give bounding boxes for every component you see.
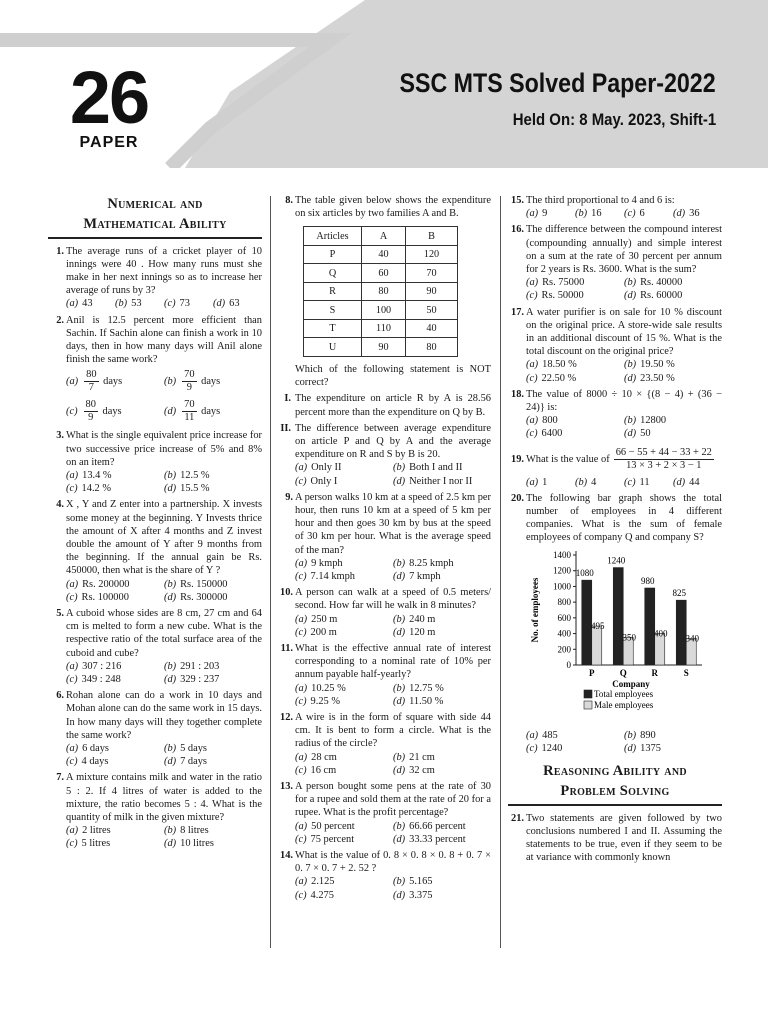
question-9: 9. A person walks 10 km at a speed of 2.5 km per hour, then runs 10 km at a speed of 5 km per hour and then goes 30 km by bus at the speed of 30 km per hour. What is the average speed of the man? (a) 9 kmph (b) 8.25 kmph (c) 7.14 kmph (d) 7 kmph <box>285 491 491 582</box>
question-text: The table given below shows the expenditure on six articles by two families A and B. <box>295 195 491 220</box>
option: 73 <box>179 298 190 310</box>
option: 50 percent <box>311 820 355 832</box>
data-label: 340 <box>685 632 699 643</box>
option: Only I <box>310 475 338 487</box>
paper-number: 26 <box>69 56 149 139</box>
x-tick-label: S <box>683 667 689 678</box>
option: Rs. 200000 <box>82 578 130 590</box>
question-text: What is the value of 0. 8 × 0. 8 × 0. 8 + 0. 7 × 0. 7 × 0. 7 + 2. 52 ? <box>295 850 491 875</box>
y-tick-label: 0 <box>566 659 571 670</box>
bar-Q-total <box>613 567 623 664</box>
question-text: The value of 8000 ÷ 10 × {(8 − 4) + (36 − 24)} is: <box>526 388 722 414</box>
question-text: The following bar graph shows the total number of employees in 4 different companies. What is the sum of female employees of company Q and company S? <box>526 492 722 544</box>
table-row: U 90 80 <box>304 338 458 357</box>
option: 9.25 % <box>310 695 340 707</box>
question-14: 14. What is the value of 0. 8 × 0. 8 × 0. 8 + 0. 7 × 0. 7 × 0. 7 + 2. 52 ? (a) 2.125 (b) 5.165 (c) 4.275 (d) 3.375 <box>280 850 491 901</box>
question-text: Anil is 12.5 percent more efficient than Sachin. If Sachin alone can finish a work in 10 days, then in how many days will Anil alone finish the same work? <box>66 314 262 366</box>
option: 4 <box>591 476 597 488</box>
x-tick-label: Q <box>619 667 627 678</box>
question-text: The third proportional to 4 and 6 is: <box>526 195 675 206</box>
x-tick-label: P <box>589 667 595 678</box>
question-8-ask: Which of the following statement is NOT correct? <box>295 363 491 389</box>
question-10: 10. A person can walk at a speed of 0.5 meters/ second. How far will he walk in 8 minutes? (a) 250 m (b) 240 m (c) 200 m (d) 120 m <box>280 587 491 638</box>
option: 43 <box>82 298 93 310</box>
option: 11.50 % <box>409 695 444 707</box>
question-text: X , Y and Z enter into a partnership. X invests some money at the beginning. Y Invests thrice the amount of X after 4 months and Z invest double the amount of Y after 9 months from the beginning. If the annual gain be Rs. 450000, then what is the share of Y ? <box>66 499 262 577</box>
section-rule <box>508 804 722 806</box>
question-text: What is the single equivalent price increase for two successive price increase of 5% and 8% on an item? <box>66 430 262 468</box>
option: 6400 <box>541 428 563 440</box>
option: 1240 <box>541 743 563 755</box>
option: 291 : 203 <box>180 660 220 672</box>
option: 16 <box>591 208 602 220</box>
question-16: 16. The difference between the compound interest (compounding annually) and simple interest on a sum at the rate of 30 percent per annum for 2 years is Rs. 3600. What is the sum? (a) Rs. 75000 (b) Rs. 40000 (c) Rs. 50000 (d) Rs. 60000 <box>511 224 722 302</box>
option: 16 cm <box>310 764 337 776</box>
option: Rs. 40000 <box>640 277 683 289</box>
legend-swatch <box>584 701 592 709</box>
table-row: Q 60 70 <box>304 264 458 283</box>
table-row: R 80 90 <box>304 282 458 301</box>
option: 307 : 216 <box>82 660 122 672</box>
option: 890 <box>640 729 656 741</box>
column-2 <box>277 194 491 905</box>
bar-R-total <box>645 588 655 665</box>
question-8-options: (a) Only II (b) Both I and II (c) Only I (d) Neither I nor II <box>295 462 473 487</box>
question-text: What is the value of <box>526 454 610 466</box>
x-tick-label: R <box>651 667 658 678</box>
option: 7 kmph <box>409 570 441 582</box>
option: 5.165 <box>409 876 433 888</box>
expenditure-table <box>303 226 458 357</box>
option: 8 litres <box>180 825 209 837</box>
question-3: 3. What is the single equivalent price increase for two successive price increase of 5% and 8% on an item? (a) 13.4 % (b) 12.5 % (c) 14.2 % (d) 15.5 % <box>56 430 262 495</box>
fraction: $\frac{66 - 55 + 44 - 33 + 22}{13 \times 3 + 2 \times 3 - 1}$ <box>615 447 712 472</box>
question-13: 13. A person bought some pens at the rate of 30 for a rupee and sold them at the rate of 20 for a rupee. What is the profit percentage? (a) 50 percent (b) 66.66 percent (c) 75 percent (d) 33.33 percent <box>280 781 491 845</box>
question-text: A person bought some pens at the rate of 30 for a rupee and sold them at the rate of 20 for a rupee. What is the profit percentage? <box>295 781 491 819</box>
option: 21 cm <box>409 751 435 763</box>
question-1: 1. The average runs of a cricket player of 10 innings were 40 . How many runs must she make in her next innings so as to increase her average of runs by 3? (a) 43 (b) 53 (c) 73 (d) 63 <box>56 245 262 310</box>
question-5: 5. A cuboid whose sides are 8 cm, 27 cm and 64 cm is melted to form a new cube. What is the respective ratio of the total surface area of the cuboid and cube? (a) 307 : 216 (b) 291 : 203 (c) 349 : 248 (d) 329 : 237 <box>56 607 262 685</box>
question-11: 11. What is the effective annual rate of interest corresponding to a nominal rate of 10% per annum payable half-yearly? (a) 10.25 % (b) 12.75 % (c) 9.25 % (d) 11.50 % <box>280 642 491 707</box>
option: Rs. 60000 <box>640 290 683 302</box>
question-2: 2. Anil is 12.5 percent more efficient than Sachin. If Sachin alone can finish a work in 10 days, then in how many days will Anil alone finish the same work? (a) $\frac{80}{7}$ days (b) $\frac{70}{9}$ days (c) $\frac{80}{9}$ days (d) $\frac{70}{11}$ days <box>56 314 262 423</box>
section-heading-reasoning: Reasoning Ability and Problem Solving <box>543 763 687 800</box>
question-text: A cuboid whose sides are 8 cm, 27 cm and 64 cm is melted to form a new cube. What is the respective ratio of the total surface area of the cuboid and cube? <box>66 607 262 659</box>
option: 200 m <box>310 626 337 638</box>
statement-2: II. The difference between average expenditure on article P and Q by A and the average expenditure on R and S by B is 20. <box>280 422 491 461</box>
question-21: 21. Two statements are given followed by two conclusions numbered I and II. Assuming the statements to be true, even if they seem to be at variance with commonly known <box>511 812 722 864</box>
question-8: 8. The table given below shows the expenditure on six articles by two families A and B. <box>285 195 491 220</box>
data-label: 980 <box>641 575 655 586</box>
fraction: $\frac{80}{7}$ <box>86 368 97 393</box>
option: 50 <box>640 428 651 440</box>
option: 19.50 % <box>640 359 675 371</box>
question-17: 17. A water purifier is on sale for 10 % discount on the original price. A store-wide sale results in an additional discount of 15 %. What is the total discount on the original price? (a) 18.50 % (b) 19.50 % (c) 22.50 % (d) 23.50 % <box>511 306 722 384</box>
question-19: 19. What is the value of $\frac{66 - 55 + 44 - 33 + 22}{13 \times 3 + 2 \times 3 - 1}$ (a) 1 (b) 4 (c) 11 (d) 44 <box>511 447 712 488</box>
option: 485 <box>542 729 558 741</box>
y-tick-label: 400 <box>557 628 571 639</box>
question-15: 15. The third proportional to 4 and 6 is: (a) 9 (b) 16 (c) 6 (d) 36 <box>508 194 722 220</box>
option: 3.375 <box>409 889 433 901</box>
data-label: 350 <box>622 632 636 643</box>
option: 6 days <box>82 743 109 754</box>
option: 2.125 <box>311 876 335 888</box>
fraction: $\frac{80}{9}$ <box>85 398 96 423</box>
question-text: A wire is in the form of square with side 44 cm. It is bent to form a circle. What is the radius of the circle? <box>295 711 491 750</box>
column-divider-1 <box>270 196 271 948</box>
option: 14.2 % <box>81 483 111 495</box>
option: 12.75 % <box>409 682 444 694</box>
option: 53 <box>131 298 142 310</box>
option: 9 kmph <box>311 557 343 569</box>
section-rule <box>48 237 262 239</box>
question-text: A water purifier is on sale for 10 % discount on the original price. A store-wide sale results in an additional discount of 15 %. What is the total discount on the original price? <box>526 306 722 358</box>
option: 13.4 % <box>82 469 112 481</box>
y-tick-label: 1200 <box>553 565 571 576</box>
option: 250 m <box>311 613 338 625</box>
table-row: S 100 50 <box>304 301 458 320</box>
table-header: A <box>362 227 406 246</box>
question-text: Rohan alone can do a work in 10 days and Mohan alone can do the same work in 15 days. In how many days will they together complete the same work? <box>66 690 262 741</box>
data-label: 1240 <box>607 555 626 566</box>
option: 800 <box>542 415 558 427</box>
option: Rs. 100000 <box>81 591 129 603</box>
table-header: Articles <box>304 227 362 246</box>
question-text: A person can walk at a speed of 0.5 meters/ second. How far will he walk in 8 minutes? <box>295 587 491 612</box>
option: Both I and II <box>409 462 463 474</box>
option: 22.50 % <box>541 372 577 384</box>
option: 2 litres <box>82 825 111 837</box>
option: 28 cm <box>311 751 337 763</box>
paper-label: PAPER <box>79 134 139 151</box>
y-tick-label: 800 <box>557 596 571 607</box>
option: 33.33 percent <box>409 833 466 845</box>
option: Rs. 150000 <box>180 578 228 590</box>
option: 329 : 237 <box>180 673 220 685</box>
option: 15.5 % <box>180 483 210 495</box>
table-row: T 110 40 <box>304 319 458 338</box>
question-4: 4. X , Y and Z enter into a partnership. X invests some money at the beginning. Y Invests thrice the amount of X after 4 months and Z invest double the amount of Y after 9 months from the beginning. If the annual gain be Rs. 450000, then what is the share of Y ? (a) Rs. 200000 (b) Rs. 150000 (c) Rs. 100000 (d) Rs. 300000 <box>56 499 262 603</box>
option: 1 <box>542 476 548 488</box>
statement-1: I. The expenditure on article R by A is 28.56 percent more than the expenditure on Q by B. <box>284 393 491 418</box>
option: 11 <box>639 476 650 488</box>
option: 10 litres <box>180 838 214 850</box>
option: 12.5 % <box>180 469 210 481</box>
question-7: 7. A mixture contains milk and water in the ratio 5 : 2. If 4 litres of water is added to the mixture, the ratio becomes 5 : 4. What is the quantity of milk in the given mixture? (a) 2 litres (b) 8 litres (c) 5 litres (d) 10 litres <box>56 772 262 850</box>
option: 7.14 kmph <box>310 570 355 582</box>
question-text: The average runs of a cricket player of 10 innings were 40 . How many runs must she make in her next innings so as to increase her average of runs by 3? <box>66 245 262 297</box>
option: Rs. 300000 <box>180 591 228 603</box>
option: 23.50 % <box>640 372 675 384</box>
option: 10.25 % <box>311 682 346 694</box>
y-tick-label: 200 <box>557 643 571 654</box>
option: 36 <box>689 208 700 220</box>
question-12: 12. A wire is in the form of square with side 44 cm. It is bent to form a circle. What is the radius of the circle? (a) 28 cm (b) 21 cm (c) 16 cm (d) 32 cm <box>280 711 491 776</box>
question-18: 18. The value of 8000 ÷ 10 × {(8 − 4) + (36 − 24)} is: (a) 800 (b) 12800 (c) 6400 (d) 50 <box>511 388 722 440</box>
data-label: 1080 <box>575 567 594 578</box>
table-header: B <box>406 227 458 246</box>
option: 7 days <box>180 756 207 768</box>
fraction: $\frac{70}{9}$ <box>184 368 195 393</box>
y-tick-label: 1400 <box>553 549 571 560</box>
option: 5 litres <box>81 838 111 850</box>
option: 32 cm <box>409 764 435 776</box>
column-1 <box>48 194 262 854</box>
option: 9 <box>542 208 548 220</box>
option: Rs. 50000 <box>541 290 584 302</box>
bar-P-male <box>592 626 602 665</box>
page-header <box>0 0 768 168</box>
question-text: A person walks 10 km at a speed of 2.5 km per hour, then runs 10 km at a speed of 5 km per hour and then goes 30 km by bus at the speed of 30 km per hour. What is the average speed of the man? <box>295 491 491 556</box>
legend-entry: Total employees <box>594 688 654 699</box>
paper-subtitle: Held On: 8 May. 2023, Shift-1 <box>512 110 716 129</box>
legend-swatch <box>584 690 592 698</box>
option: 240 m <box>409 613 436 625</box>
option: 5 days <box>180 743 207 754</box>
option: 1375 <box>640 743 661 755</box>
option: 349 : 248 <box>81 673 121 685</box>
x-axis-label: Company <box>612 678 650 689</box>
question-text: What is the effective annual rate of interest corresponding to a nominal rate of 10% per annum payable half-yearly? <box>295 642 491 681</box>
y-tick-label: 600 <box>557 612 571 623</box>
y-axis-label: No. of employees <box>530 577 540 643</box>
question-6: 6. Rohan alone can do a work in 10 days and Mohan alone can do the same work in 15 days. In how many days will they together complete the same work? (a) 6 days (b) 5 days (c) 4 days (d) 7 days <box>56 690 262 768</box>
data-label: 825 <box>672 587 686 598</box>
option: Only II <box>311 462 342 474</box>
option: 4.275 <box>310 889 334 901</box>
option: 6 <box>639 208 645 220</box>
paper-title: SSC MTS Solved Paper-2022 <box>399 68 716 98</box>
option: 63 <box>229 298 240 310</box>
question-text: A mixture contains milk and water in the ratio 5 : 2. If 4 litres of water is added to the mixture, the ratio becomes 5 : 4. What is the quantity of milk in the given mixture? <box>66 772 262 824</box>
fraction: $\frac{70}{11}$ <box>184 398 195 423</box>
y-tick-label: 1000 <box>553 581 571 592</box>
option: 120 m <box>409 626 436 638</box>
data-label: 495 <box>591 620 605 631</box>
option: 66.66 percent <box>409 820 466 832</box>
column-3 <box>508 194 722 868</box>
column-divider-2 <box>500 196 501 948</box>
option: Rs. 75000 <box>542 277 585 289</box>
option: 8.25 kmph <box>409 557 454 569</box>
question-20: 20. The following bar graph shows the total number of employees in 4 different companies. What is the sum of female employees of company Q and company S? 0 200 400 600 800 1000 1200 1400 No. of employees 1080 495 P 1240 350 Q 980 400 R 825 340 S Company Total employees Male employees (a) 485 (b) 890 (c) 1240 (d) 1375 <box>511 492 722 755</box>
option: 4 days <box>81 756 109 768</box>
question-text: The difference between the compound interest (compounding annually) and simple interest on a sum at the rate of 30 percent per annum for 2 years is Rs. 3600. What is the sum? <box>526 224 722 276</box>
employees-bar-chart <box>526 547 722 725</box>
legend-entry: Male employees <box>594 699 654 710</box>
option: 18.50 % <box>542 359 577 371</box>
option: 44 <box>689 476 700 488</box>
data-label: 400 <box>654 628 668 639</box>
table-row: P 40 120 <box>304 245 458 264</box>
option: 12800 <box>640 415 667 427</box>
option: 75 percent <box>310 833 355 845</box>
section-heading-numerical: Numerical and Mathematical Ability <box>83 196 227 232</box>
option: Neither I nor II <box>409 475 473 487</box>
question-text: Two statements are given followed by two conclusions numbered I and II. Assuming the statements to be true, even if they seem to be at variance with commonly known <box>526 812 722 864</box>
